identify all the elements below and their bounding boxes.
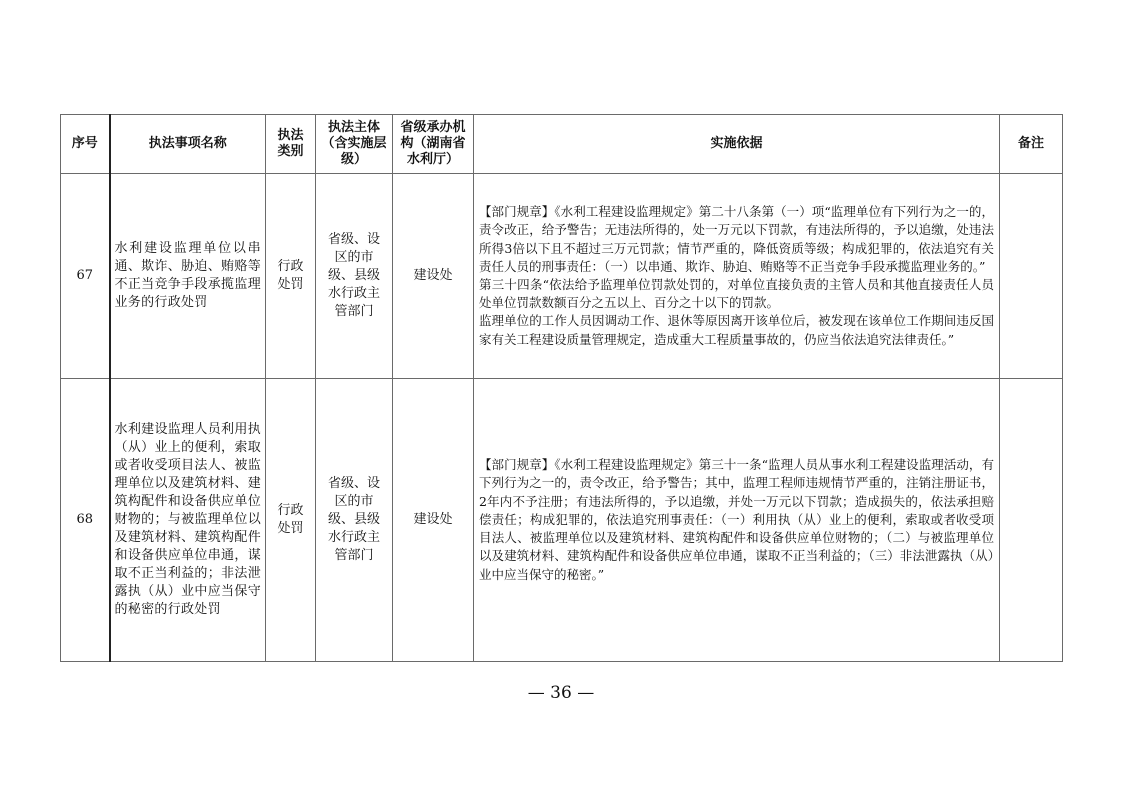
- row-remarks: [1000, 379, 1063, 662]
- row-agency: 建设处: [393, 379, 474, 662]
- row-subject: 省级、设区的市级、县级水行政主管部门: [316, 379, 393, 662]
- row-item-name: 水利建设监理人员利用执（从）业上的便利，索取或者收受项目法人、被监理单位以及建筑材料、建筑构配件和设备供应单位财物的；与被监理单位以及建筑材料、建筑构配件和设备供应单位串通，谋取不正当利益的；非法泄露执（从）业中应当保守的秘密的行政处罚: [110, 379, 266, 662]
- basis-paragraph: 第三十四条“依法给予监理单位罚款处罚的，对单位直接负责的主管人员和其他直接责任人员处单位罚款数额百分之五以上、百分之十以下的罚款。: [479, 277, 994, 311]
- table-header-row: [61, 115, 1063, 174]
- header-index: 序号: [61, 115, 110, 174]
- row-basis: [474, 379, 1000, 662]
- enforcement-items-table: [60, 114, 1063, 662]
- basis-paragraph: 【部门规章】《水利工程建设监理规定》第三十一条“监理人员从事水利工程建设监理活动，有下列行为之一的，责令改正，给予警告；其中，监理工程师违规情节严重的，注销注册证书，2年内不予注册；有违法所得的，予以追缴，并处一万元以下罚款；造成损失的，依法承担赔偿责任；构成犯罪的，依法追究刑事责任：（一）利用执（从）业上的便利，索取或者收受项目法人、被监理单位以及建筑材料、建筑构配件和设备供应单位财物的；（二）与被监理单位以及建筑材料、建筑构配件和设备供应单位串通，谋取不正当利益的；（三）非法泄露执（从）业中应当保守的秘密。”: [479, 457, 994, 582]
- row-item-name: 水利建设监理单位以串通、欺诈、胁迫、贿赂等不正当竞争手段承揽监理业务的行政处罚: [110, 174, 266, 379]
- header-agency: 省级承办机构（湖南省水利厅）: [393, 115, 474, 174]
- row-category: 行政处罚: [266, 379, 316, 662]
- header-category: 执法类别: [266, 115, 316, 174]
- basis-paragraph: 监理单位的工作人员因调动工作、退休等原因离开该单位后，被发现在该单位工作期间违反国家有关工程建设质量管理规定，造成重大工程质量事故的，仍应当依法追究法律责任。”: [479, 313, 994, 347]
- row-index: 68: [61, 379, 110, 662]
- page-number: — 36 —: [527, 683, 595, 703]
- header-remarks: 备注: [1000, 115, 1063, 174]
- row-category: 行政处罚: [266, 174, 316, 379]
- basis-paragraph: 【部门规章】《水利工程建设监理规定》第二十八条第（一）项“监理单位有下列行为之一的，责令改正，给予警告；无违法所得的，处一万元以下罚款，有违法所得的，予以追缴，处违法所得3倍以下且不超过三万元罚款；情节严重的，降低资质等级；构成犯罪的，依法追究有关责任人员的刑事责任：（一）以串通、欺诈、胁迫、贿赂等不正当竞争手段承揽监理业务的。”: [479, 204, 994, 274]
- row-subject: 省级、设区的市级、县级水行政主管部门: [316, 174, 393, 379]
- row-agency: 建设处: [393, 174, 474, 379]
- header-basis: 实施依据: [474, 115, 1000, 174]
- row-index: 67: [61, 174, 110, 379]
- header-subject: 执法主体（含实施层级）: [316, 115, 393, 174]
- row-remarks: [1000, 174, 1063, 379]
- row-basis: [474, 174, 1000, 379]
- header-item-name: 执法事项名称: [110, 115, 266, 174]
- table-row: [61, 174, 1063, 379]
- table-row: [61, 379, 1063, 662]
